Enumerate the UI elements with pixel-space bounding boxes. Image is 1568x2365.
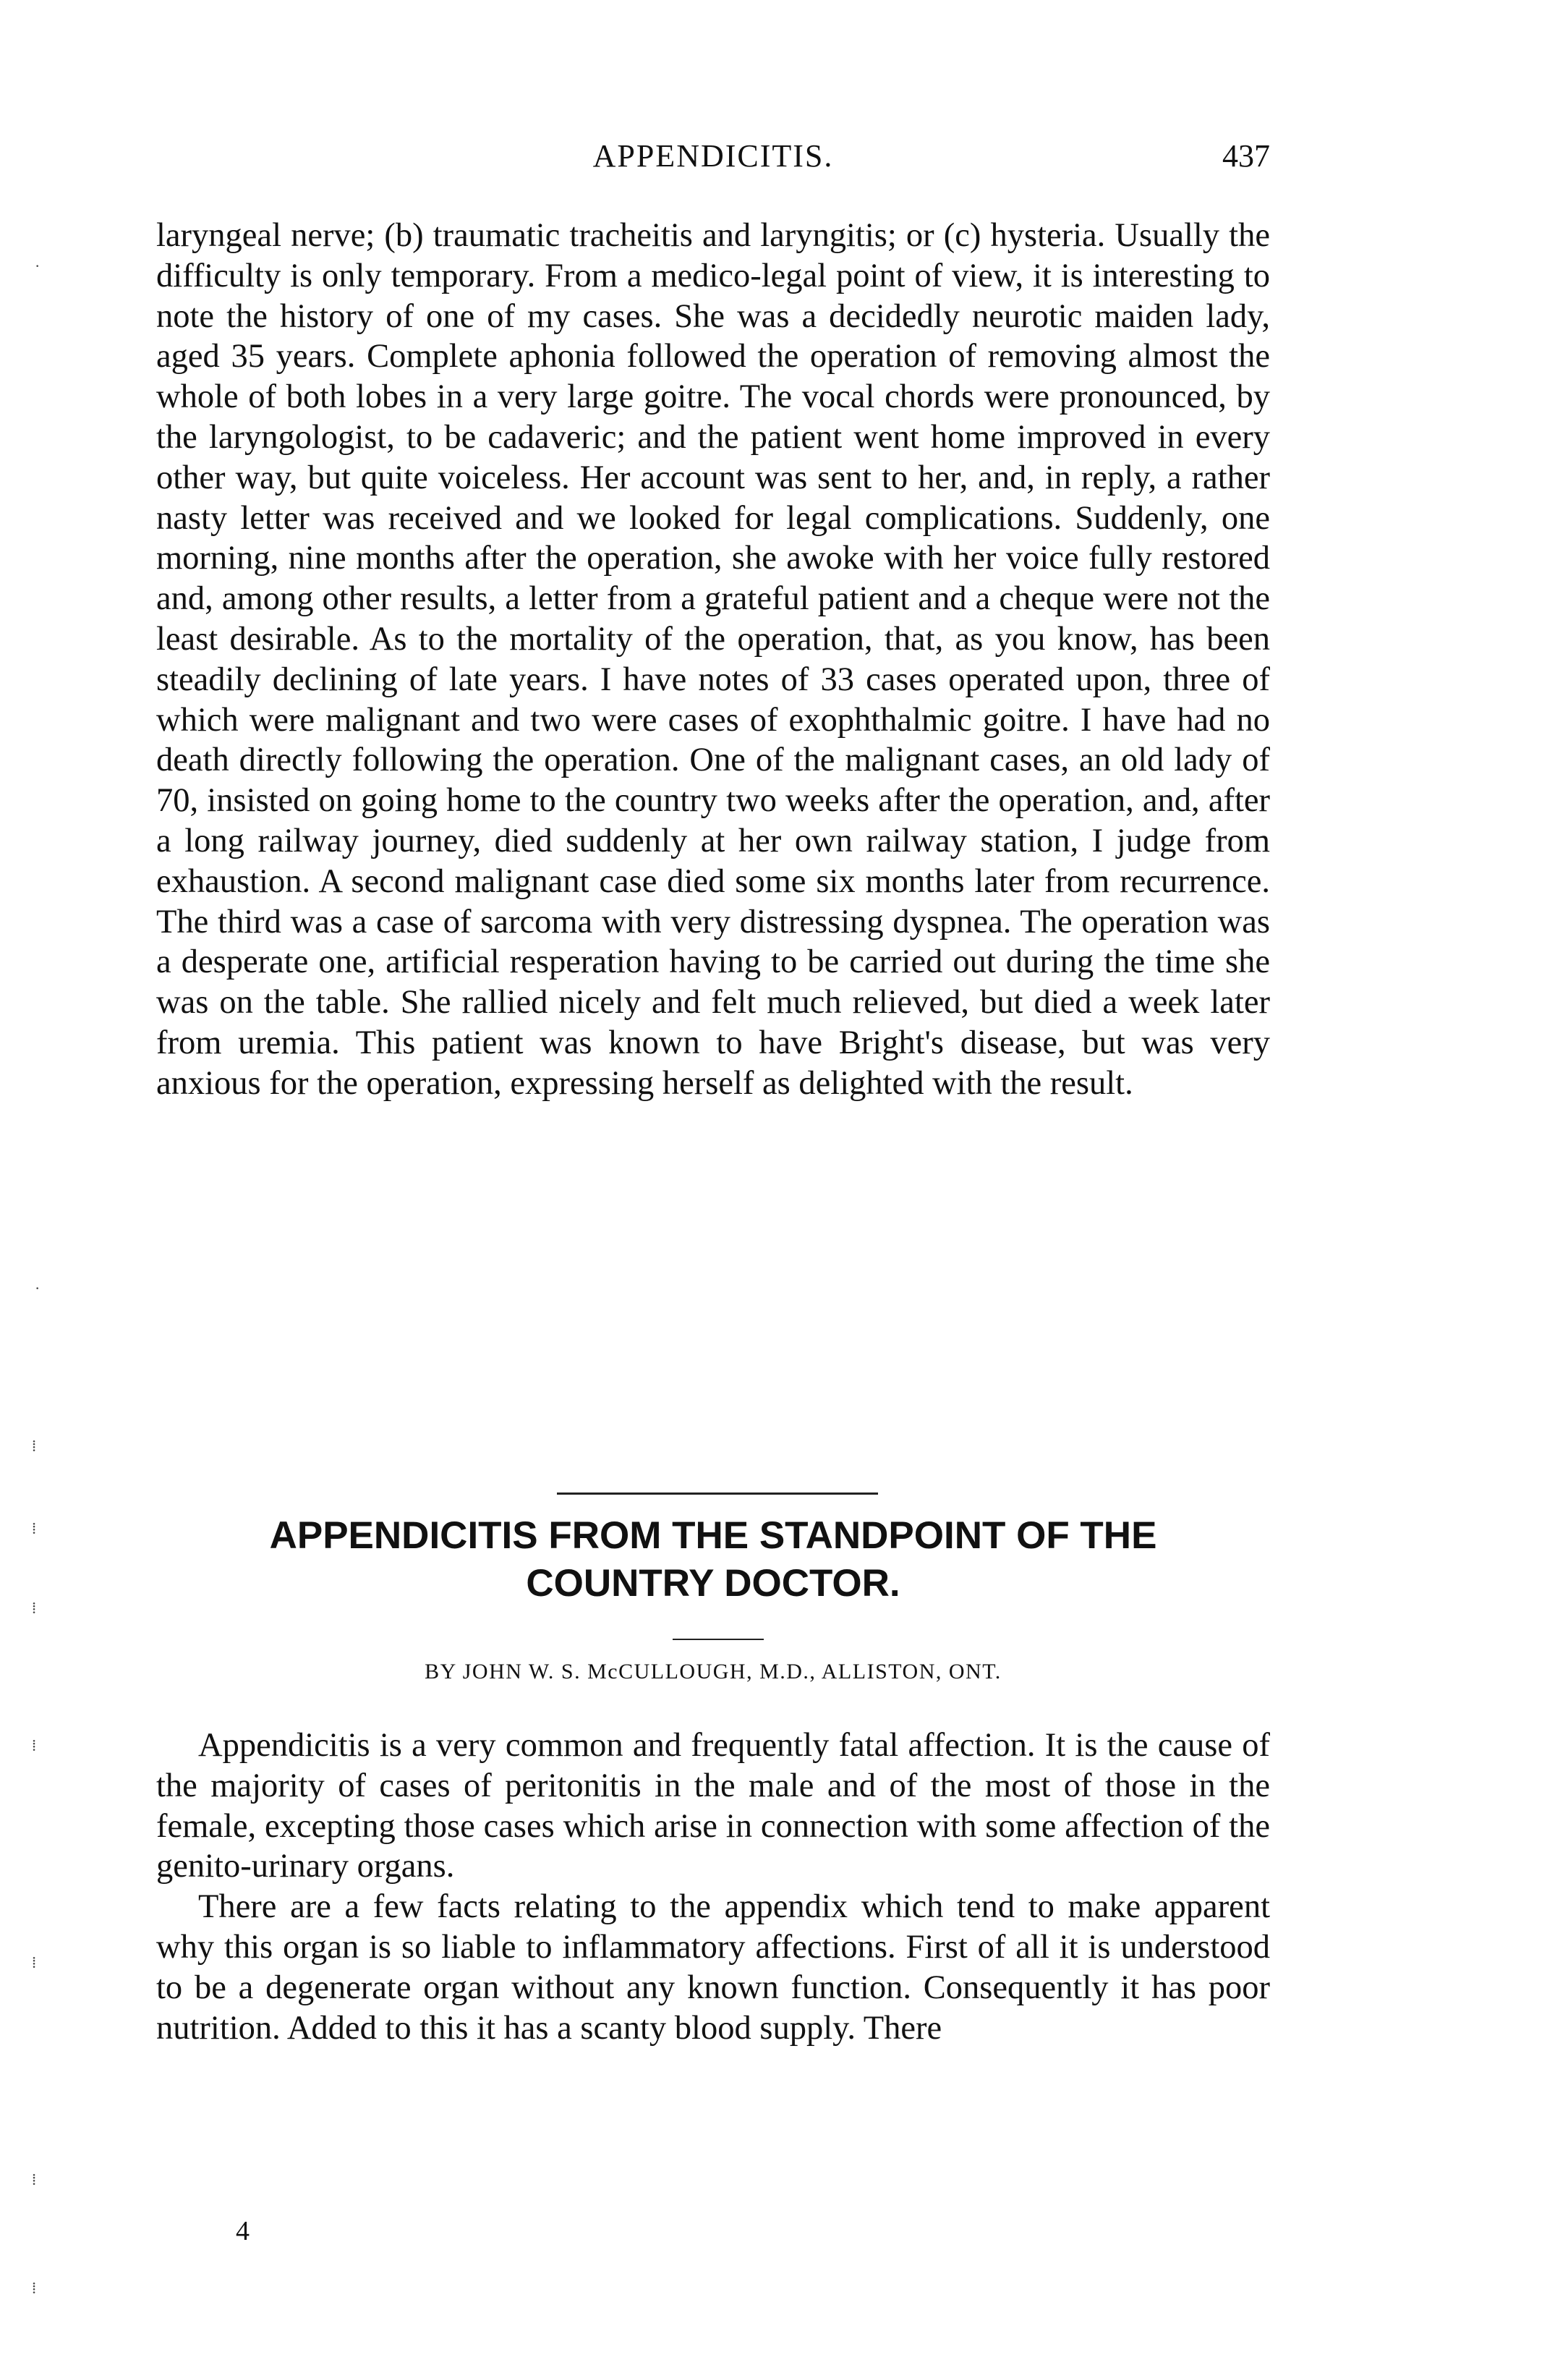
margin-speck: ⁞ (32, 1519, 37, 1537)
running-head (156, 137, 1270, 181)
article-title-line-2: COUNTRY DOCTOR. (526, 1562, 900, 1605)
article-paragraph-1: Appendicitis is a very common and frequently fatal affection. It is the cause of the majority of cases of peritonitis in the male and of the most of those in the female, excepting those cases which arise in connection with some affection of the genito-urinary organs. (156, 1727, 1270, 1885)
signature-mark: 4 (236, 2216, 250, 2246)
section-divider (557, 1493, 878, 1495)
article-title (156, 1512, 1270, 1608)
margin-speck: ⁞ (32, 1437, 37, 1455)
article-paragraph-2: There are a few facts relating to the appendix which tend to make apparent why this organ is so liable to inflammatory affections. First of all it is understood to be a degenerate organ without any known function. Consequently it has poor nutrition. Added to this it has a scanty blood supply. There (156, 1888, 1270, 2047)
margin-speck: ⁞ (32, 1736, 37, 1754)
margin-speck: · (35, 1279, 41, 1297)
margin-speck: ⁞ (32, 2170, 37, 2188)
page-number: 437 (1222, 138, 1270, 174)
margin-speck: ⁞ (32, 1953, 37, 1971)
author-byline: BY JOHN W. S. McCULLOUGH, M.D., ALLISTON, ONT. (425, 1660, 1002, 1683)
title-divider (673, 1639, 764, 1640)
margin-speck: · (35, 257, 41, 275)
running-title: APPENDICITIS. (592, 138, 834, 174)
margin-speck: ⁞ (32, 2279, 37, 2297)
article-body (156, 1725, 1270, 2048)
margin-speck: ⁞ (32, 1599, 37, 1617)
previous-article-text (156, 216, 1270, 1104)
continued-paragraph: laryngeal nerve; (b) traumatic tracheitis and laryngitis; or (c) hysteria. Usually the difficulty is only temporary. From a medico-legal point of view, it is interesting to note the history of one of my cases. She was a decidedly neurotic maiden lady, aged 35 years. Complete aphonia followed the operation of removing almost the whole of both lobes in a very large goitre. The vocal chords were pronounced, by the laryngologist, to be cadaveric; and the patient went home improved in every other way, but quite voiceless. Her account was sent to her, and, in reply, a rather nasty letter was received and we looked for legal complications. Suddenly, one morning, nine months after the operation, she awoke with her voice fully restored and, among other results, a letter from a grateful patient and a cheque were not the least desirable. As to the mortality of the operation, that, as you know, has been steadily declining of late years. I have notes of 33 cases operated upon, three of which were malignant and two were cases of exophthalmic goitre. I have had no death directly following the operation. One of the malignant cases, an old lady of 70, insisted on going home to the country two weeks after the operation, and, after a long railway journey, died suddenly at her own railway station, I judge from exhaustion. A second malignant case died some six months later from recurrence. The third was a case of sarcoma with very distressing dyspnea. The operation was a desperate one, artificial resperation having to be carried out during the time she was on the table. She rallied nicely and felt much relieved, but died a week later from uremia. This patient was known to have Bright's disease, but was very anxious for the operation, expressing herself as delighted with the result. (156, 217, 1270, 1102)
article-title-line-1: APPENDICITIS FROM THE STANDPOINT OF THE (269, 1514, 1157, 1557)
